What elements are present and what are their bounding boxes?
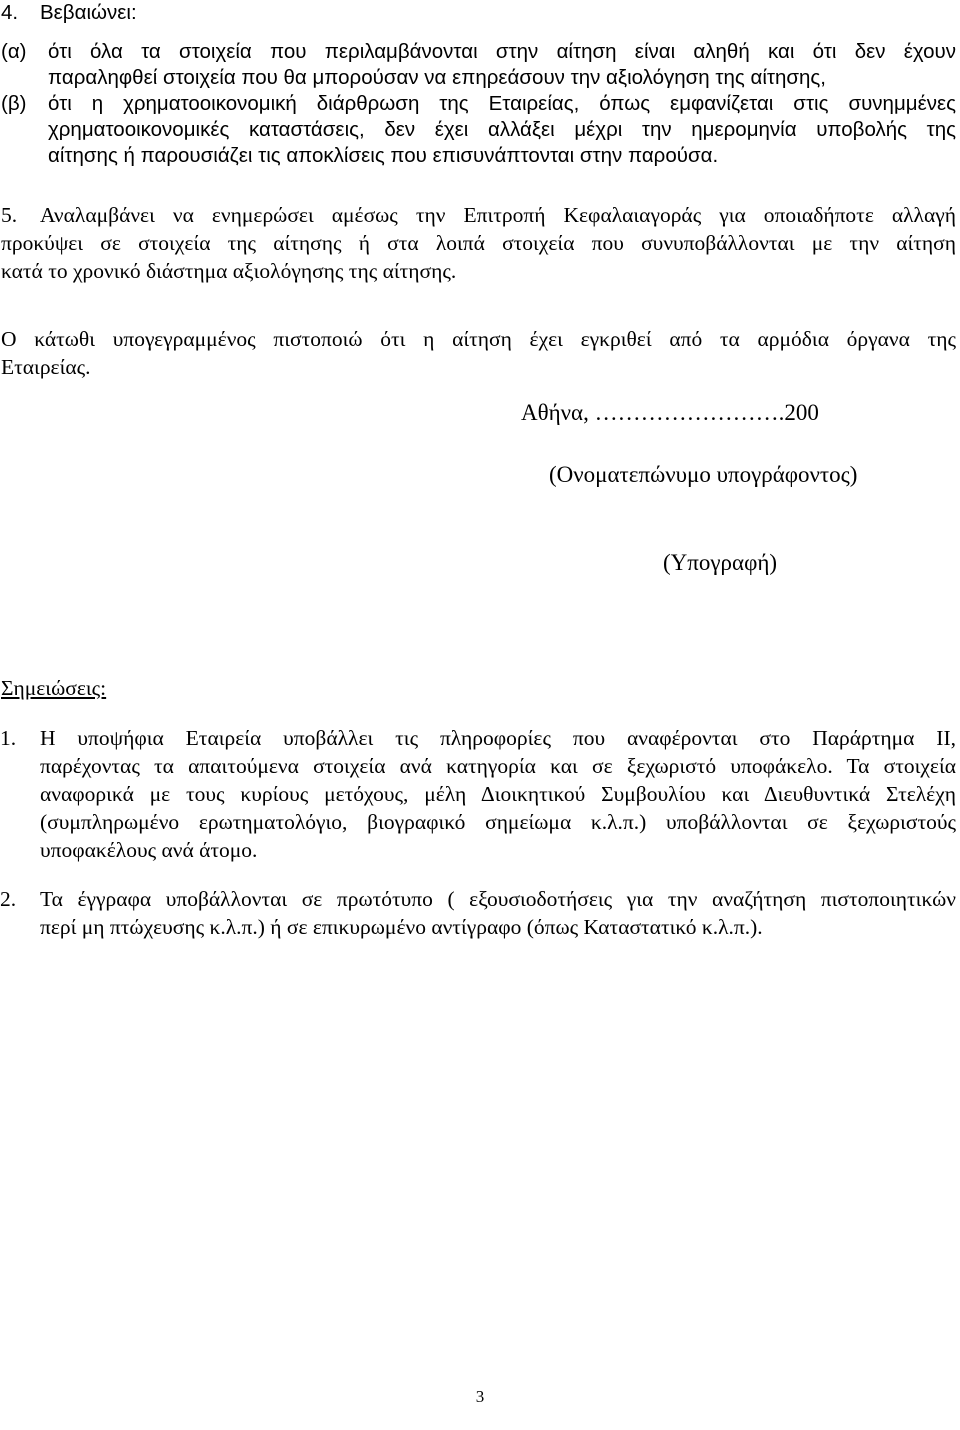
note-1-line-3: αναφορικά με τους κυρίους μετόχους, μέλη Διοικητικού Συμβουλίου και Διευθυντικά Στελέχη [40, 782, 956, 806]
item-4-number: 4. [1, 1, 19, 24]
item-5-line-1: Αναλαμβάνει να ενημερώσει αμέσως την Επιτροπή Κεφαλαιαγοράς για οποιαδήποτε αλλαγή [40, 203, 956, 227]
item-4b-line-2: χρηματοοικονομικές καταστάσεις, δεν έχει αλλάξει μέχρι την ημερομηνία υποβολής της [48, 118, 956, 141]
item-4b-line-1: ότι η χρηματοοικονομική διάρθρωση της Εταιρείας, όπως εμφανίζεται στις συνημμένες [48, 92, 956, 115]
item-5-line-3: κατά το χρονικό διάστημα αξιολόγησης της αίτησης. [1, 259, 457, 283]
note-1-line-5: υποφακέλους ανά άτομο. [40, 838, 258, 862]
item-4a-line-2: παραληφθεί στοιχεία που θα μπορούσαν να επηρεάσουν την αξιολόγηση της αίτησης, [48, 66, 826, 89]
signature-line: (Υπογραφή) [663, 550, 778, 575]
notes-heading: Σημειώσεις: [1, 676, 107, 700]
note-2-number: 2. [0, 887, 17, 911]
item-5-line-2: προκύψει σε στοιχεία της αίτησης ή στα λοιπά στοιχεία που συνυποβάλλονται με την αίτηση [1, 231, 956, 255]
note-1-line-1: Η υποψήφια Εταιρεία υποβάλλει τις πληροφορίες που αναφέρονται στο Παράρτημα ΙΙ, [40, 726, 956, 750]
place-date-line: Αθήνα, …………………….200 [521, 400, 819, 425]
item-4a-marker: (α) [1, 40, 27, 63]
note-1-line-4: (συμπληρωμένο ερωτηματολόγιο, βιογραφικό σημείωμα κ.λ.π.) υποβάλλονται σε ξεχωριστούς [40, 810, 956, 834]
item-5-number: 5. [1, 203, 18, 227]
note-1-number: 1. [0, 726, 17, 750]
note-1-line-2: παρέχοντας τα απαιτούμενα στοιχεία ανά κατηγορία και σε ξεχωριστό υποφάκελο. Τα στοιχεία [40, 754, 956, 778]
certification-line-1: Ο κάτωθι υπογεγραμμένος πιστοποιώ ότι η αίτηση έχει εγκριθεί από τα αρμόδια όργανα της [1, 327, 956, 351]
item-4a-line-1: ότι όλα τα στοιχεία που περιλαμβάνονται στην αίτηση είναι αληθή και ότι δεν έχουν [48, 40, 956, 63]
item-4b-marker: (β) [1, 92, 27, 115]
item-4-title: Βεβαιώνει: [40, 1, 137, 24]
note-2-line-2: περί μη πτώχευσης κ.λ.π.) ή σε επικυρωμένο αντίγραφο (όπως Καταστατικό κ.λ.π.). [40, 915, 763, 939]
note-2-line-1: Τα έγγραφα υποβάλλονται σε πρωτότυπο ( εξουσιοδοτήσεις για την αναζήτηση πιστοποιητικών [40, 887, 956, 911]
signatory-name-line: (Ονοματεπώνυμο υπογράφοντος) [549, 462, 858, 487]
certification-line-2: Εταιρείας. [1, 355, 91, 379]
page-number: 3 [475, 1387, 485, 1406]
item-4b-line-3: αίτησης ή παρουσιάζει τις αποκλίσεις που επισυνάπτονται στην παρούσα. [48, 144, 719, 167]
